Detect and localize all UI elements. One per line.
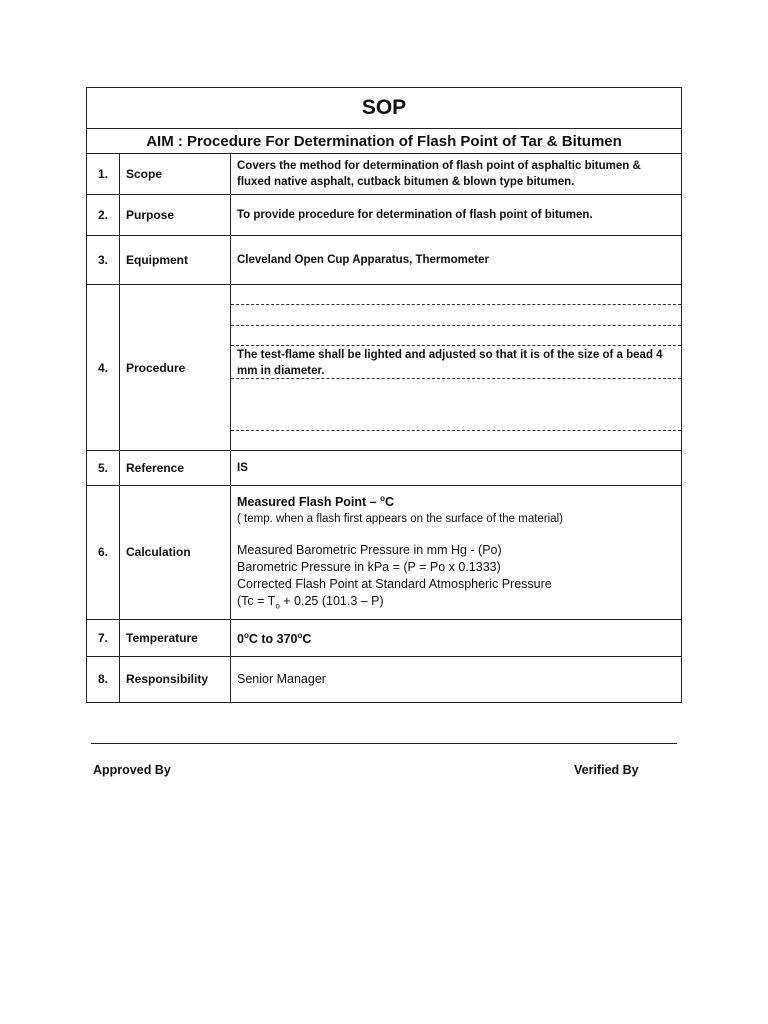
calc-line-2: Barometric Pressure in kPa = (P = Po x 0.1333) (237, 560, 501, 575)
row-label: Responsibility (120, 656, 231, 702)
calculation-block (231, 486, 682, 620)
verified-by-label: Verified By (574, 763, 639, 777)
row-equipment (87, 236, 682, 285)
row-value: Cleveland Open Cup Apparatus, Thermometer (231, 236, 682, 285)
approved-by-label: Approved By (93, 763, 171, 777)
calc-formula (237, 593, 675, 615)
row-responsibility (87, 656, 682, 702)
unit-celsius: C (384, 495, 395, 510)
temp-unit: C (302, 632, 312, 647)
formula-subscript: o (275, 601, 280, 611)
row-label: Scope (120, 154, 231, 195)
row-number: 1. (87, 154, 120, 195)
doc-aim: AIM : Procedure For Determination of Flash Point of Tar & Bitumen (87, 129, 682, 154)
temperature-range (231, 619, 682, 656)
calc-line-1: Measured Barometric Pressure in mm Hg - (Po) (237, 543, 502, 558)
calc-line-3: Corrected Flash Point at Standard Atmospheric Pressure (237, 577, 552, 592)
row-value: Covers the method for determination of flash point of asphaltic bitumen & fluxed native asphalt, cutback bitumen & blown type bitumen. (231, 154, 682, 195)
sop-table-container (86, 87, 682, 703)
row-label: Procedure (120, 285, 231, 451)
row-number: 6. (87, 486, 120, 620)
row-value: To provide procedure for determination of flash point of bitumen. (231, 195, 682, 236)
flash-point-note: ( temp. when a flash first appears on the surface of the material) (237, 513, 563, 526)
procedure-blank-line (231, 326, 681, 346)
row-label: Reference (120, 451, 231, 486)
degree-mark: o (380, 494, 385, 503)
row-label: Calculation (120, 486, 231, 620)
degree-mark: o (297, 631, 303, 641)
doc-title: SOP (87, 88, 682, 129)
row-number: 5. (87, 451, 120, 486)
procedure-blank-line (231, 379, 681, 431)
row-number: 7. (87, 619, 120, 656)
row-label: Temperature (120, 619, 231, 656)
measured-flash-point-label: Measured Flash Point – (237, 495, 381, 510)
procedure-blank-line (231, 431, 681, 450)
row-number: 4. (87, 285, 120, 451)
procedure-blank-line (231, 305, 681, 326)
formula-start: (Tc = T (237, 594, 276, 609)
formula-end: + 0.25 (101.3 – P) (279, 594, 384, 609)
row-number: 3. (87, 236, 120, 285)
temp-from: 0 (237, 632, 244, 647)
row-temperature (87, 619, 682, 656)
row-value: Senior Manager (231, 656, 682, 702)
row-purpose (87, 195, 682, 236)
procedure-blank-line (231, 285, 681, 305)
row-label: Equipment (120, 236, 231, 285)
procedure-step: The test-flame shall be lighted and adjusted so that it is of the size of a bead 4 mm in diameter. (231, 346, 681, 379)
row-scope (87, 154, 682, 195)
sop-table (86, 87, 682, 703)
measured-flash-point (237, 490, 675, 511)
row-label: Purpose (120, 195, 231, 236)
procedure-steps (231, 285, 682, 451)
degree-mark: o (243, 631, 249, 641)
row-procedure (87, 285, 682, 451)
row-number: 2. (87, 195, 120, 236)
temp-to: 370 (276, 632, 298, 647)
row-value: IS (231, 451, 682, 486)
signature-line (91, 743, 677, 744)
temp-unit-to: C to (248, 632, 277, 647)
row-number: 8. (87, 656, 120, 702)
row-calculation (87, 486, 682, 620)
row-reference (87, 451, 682, 486)
